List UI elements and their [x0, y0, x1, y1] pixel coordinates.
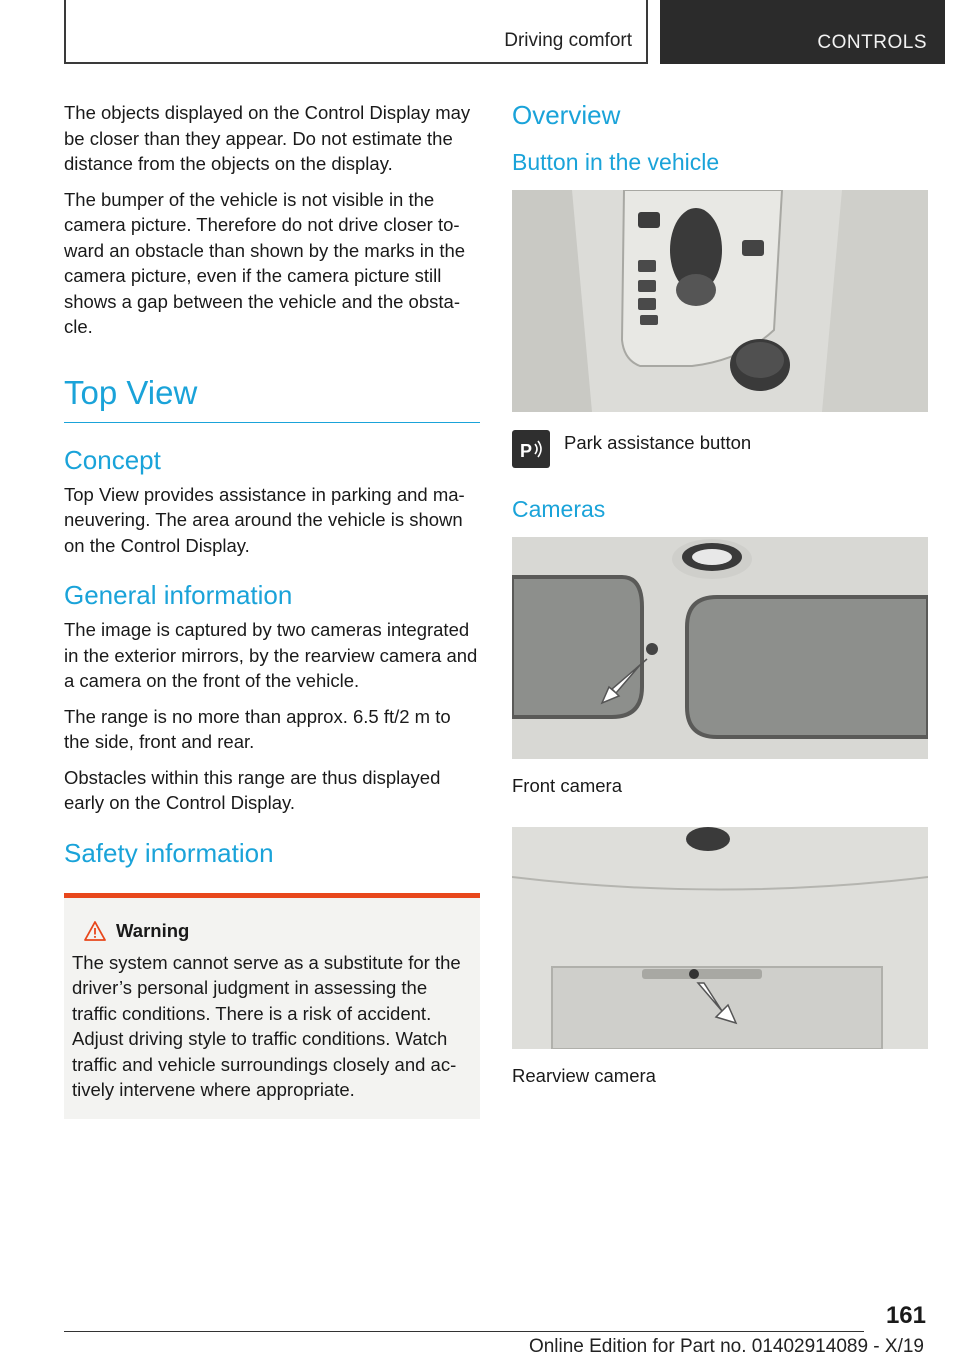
- rearview-camera-caption: Rearview camera: [512, 1064, 656, 1086]
- general-info-paragraph-1: The image is captured by two cameras integrated in the exterior mirrors, by the rearview camera and a camera on the front of the vehicle.: [64, 619, 478, 691]
- page-title: Top View: [64, 374, 480, 423]
- footer-divider: [64, 1331, 864, 1332]
- right-column: [512, 100, 928, 1088]
- intro-paragraph-1: The objects displayed on the Control Display may be closer than they appear. Do not estimate the distance from the objects on the display.: [64, 102, 471, 174]
- header-chapter-label: CONTROLS: [817, 32, 927, 53]
- header-section-label: Driving comfort: [504, 30, 632, 51]
- park-assist-button-row: [512, 430, 928, 468]
- rearview-camera-image: [512, 827, 928, 1049]
- park-assist-label: Park assistance button: [564, 432, 752, 453]
- safety-info-heading: Safety information: [64, 837, 274, 868]
- header-section-box: [64, 0, 648, 64]
- general-info-heading: General information: [64, 580, 293, 610]
- warning-text: The system cannot serve as a substitute for the driver’s personal judgment in assessing the traffic conditions. There is a risk of accident. Adjust driving style to traffic conditions. Watch traffic and vehicle surroundings closely and actively intervene where appropriate.: [72, 951, 461, 1100]
- page-number: 161: [885, 1302, 926, 1329]
- park-assist-icon: [512, 430, 550, 468]
- header-chapter-box: [660, 0, 945, 64]
- front-camera-image: [512, 537, 928, 759]
- left-column: [64, 100, 480, 1119]
- warning-title: Warning: [116, 919, 190, 941]
- general-info-paragraph-2: The range is no more than approx. 6.5 ft/2 m to the side, front and rear.: [64, 705, 451, 752]
- concept-heading: Concept: [64, 444, 161, 475]
- button-heading: Button in the vehicle: [512, 149, 720, 175]
- cameras-heading: Cameras: [512, 496, 606, 522]
- svg-text:P: P: [520, 441, 533, 461]
- intro-paragraph-2: The bumper of the vehicle is not visible in the camera picture. Therefore do not drive closer toward an obstacle than shown by the marks in the camera picture, even if the camera picture still shows a gap between the vehicle and the obstacle.: [64, 188, 466, 337]
- warning-triangle-icon: [84, 921, 106, 941]
- concept-text: Top View provides assistance in parking and maneuvering. The area around the vehicle is shown on the Control Display.: [64, 483, 465, 556]
- front-camera-caption: Front camera: [512, 775, 623, 796]
- general-info-paragraph-3: Obstacles within this range are thus displayed early on the Control Display.: [64, 766, 441, 813]
- edition-footer: Online Edition for Part no. 01402914089 - X/19: [528, 1336, 924, 1357]
- center-console-image: [512, 190, 928, 412]
- warning-box: [64, 893, 480, 1119]
- warning-header: [84, 920, 474, 942]
- overview-heading: Overview: [512, 100, 621, 130]
